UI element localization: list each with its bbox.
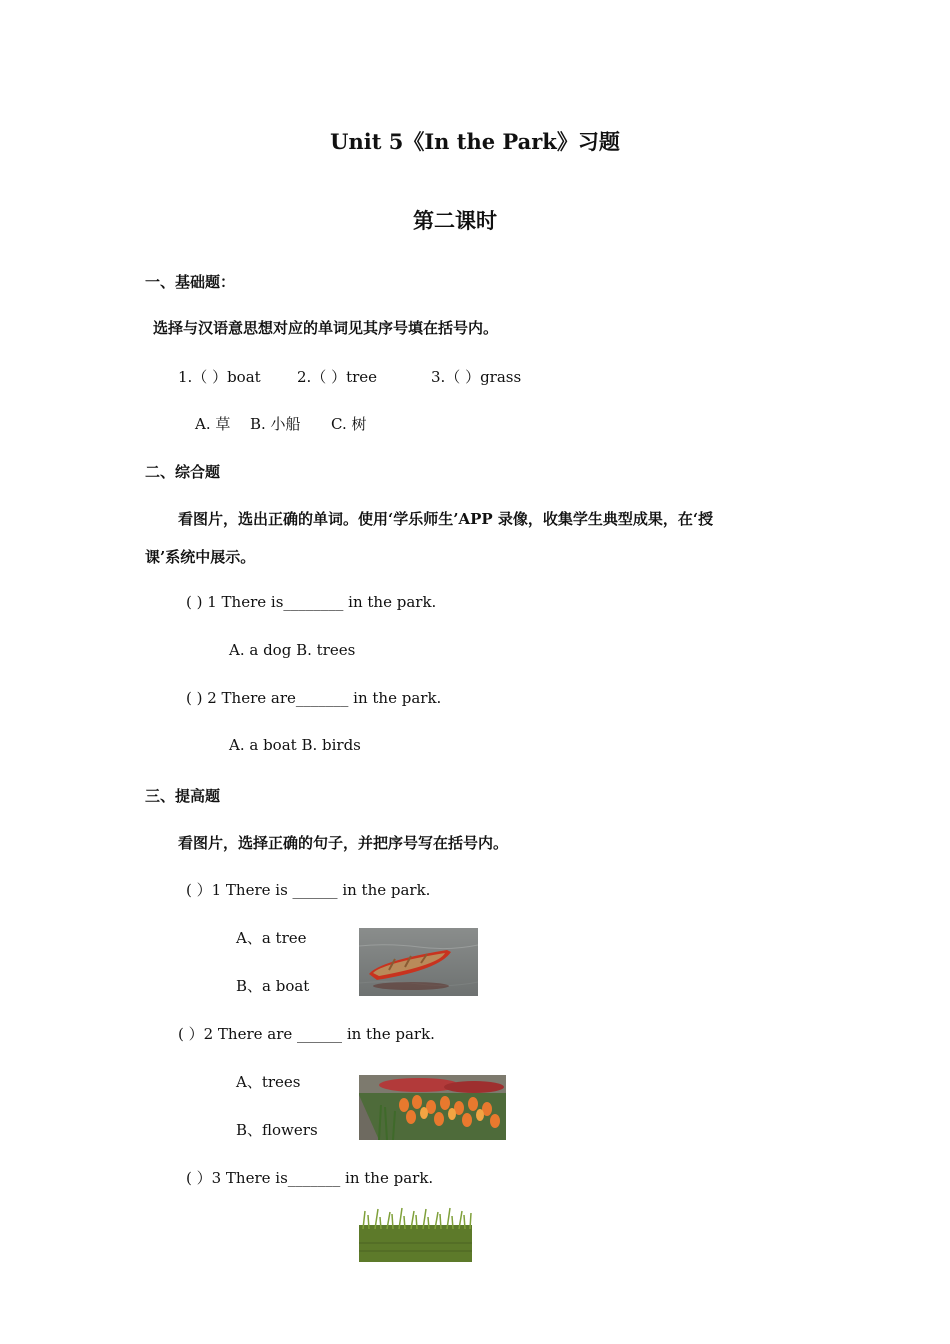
boat-image — [359, 928, 478, 996]
section3-question-3: ( ）3 There is_______ in the park. — [186, 1169, 434, 1187]
page-title: Unit 5《In the Park》习题 — [330, 129, 620, 154]
section3-heading: 三、提高题 — [145, 787, 221, 805]
tulips-image — [359, 1075, 506, 1140]
vocab-option-b: B. 小船 — [250, 415, 301, 433]
section1-heading: 一、基础题： — [145, 273, 236, 291]
vocab-option-c: C. 树 — [331, 415, 367, 433]
section2-question-2: ( ) 2 There are_______ in the park. — [186, 689, 442, 707]
section3-question-2-option-b: B、flowers — [236, 1121, 318, 1139]
vocab-item-3: 3.（ ）grass — [431, 368, 522, 386]
grass-image — [359, 1203, 472, 1262]
vocab-item-2: 2.（ ）tree — [297, 368, 378, 386]
section2-question-1: ( ) 1 There is________ in the park. — [186, 593, 437, 611]
section1-instruction: 选择与汉语意思想对应的单词见其序号填在括号内。 — [153, 319, 499, 337]
section2-instruction-line2: 课’系统中展示。 — [145, 548, 256, 566]
section2-heading: 二、综合题 — [145, 463, 221, 481]
vocab-option-a: A. 草 — [195, 415, 231, 433]
section3-question-2: ( ）2 There are ______ in the park. — [178, 1025, 435, 1043]
section2-question-2-options: A. a boat B. birds — [229, 736, 361, 754]
section3-question-1-option-a: A、a tree — [236, 929, 307, 947]
section3-question-1-option-b: B、a boat — [236, 977, 310, 995]
section3-instruction: 看图片，选择正确的句子，并把序号写在括号内。 — [178, 834, 509, 852]
section2-question-1-options: A. a dog B. trees — [229, 641, 356, 659]
section2-instruction-line1: 看图片，选出正确的单词。使用‘学乐师生’APP 录像，收集学生典型成果，在‘授 — [178, 510, 714, 528]
section3-question-1: ( ）1 There is ______ in the park. — [186, 881, 431, 899]
section3-question-2-option-a: A、trees — [236, 1073, 301, 1091]
page-subtitle: 第二课时 — [413, 208, 497, 233]
vocab-item-1: 1.（ ）boat — [178, 368, 261, 386]
